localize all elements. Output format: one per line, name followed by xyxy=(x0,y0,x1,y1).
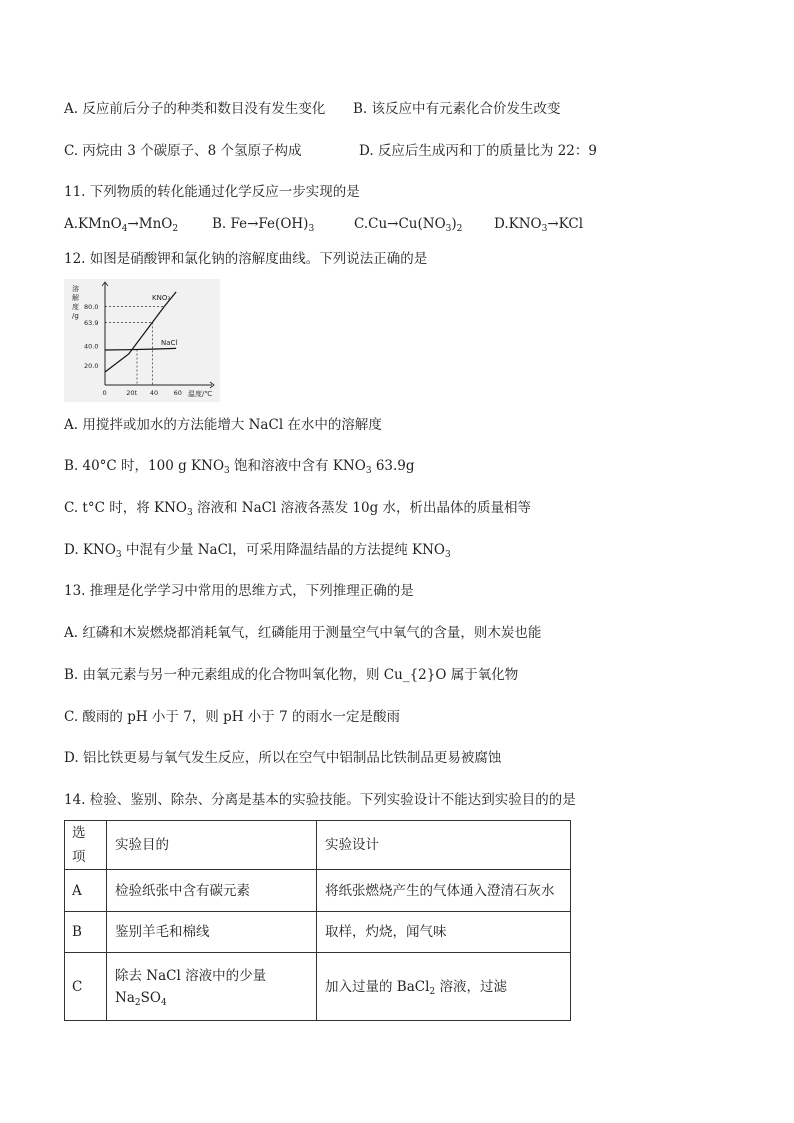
y-tick-label: 80.0 xyxy=(84,303,99,312)
table-header-goal: 实验目的 xyxy=(107,821,317,870)
q11-option-c: $C.Cu\to Cu(NO_3)_2$ xyxy=(354,216,463,234)
q11-option-a: A.KMnO$_4$→MnO$_2$ xyxy=(64,216,179,234)
table-cell-option: C xyxy=(65,953,107,1021)
q11-option-b: B. $Fe\to Fe(OH)_3$ xyxy=(212,216,315,234)
y-tick-label: 63.9 xyxy=(84,318,99,327)
table-cell-goal-line1: 除去 NaCl 溶液中的少量 xyxy=(115,967,267,984)
nacl-curve xyxy=(105,348,176,350)
q14-stem: 14. 检验、鉴别、除杂、分离是基本的实验技能。下列实验设计不能达到实验目的的是 xyxy=(64,792,576,808)
solubility-chart-svg xyxy=(64,279,220,402)
q12-option-c: C. t°C 时，将 $KNO_3$ 溶液和 NaCl 溶液各蒸发 10g 水，析出晶体的质量相等 xyxy=(64,500,532,518)
table-cell-design: 将纸张燃烧产生的气体通入澄清石灰水 xyxy=(317,870,571,912)
y-axis-label: /g xyxy=(72,312,79,320)
q13-option-c: C. 酸雨的 pH 小于 7，则 pH 小于 7 的雨水一定是酸雨 xyxy=(64,709,400,725)
x-axis-label: 温度/℃ xyxy=(188,390,213,398)
q13-stem: 13. 推理是化学学习中常用的思维方式，下列推理正确的是 xyxy=(64,583,414,599)
table-row xyxy=(65,870,571,912)
table-header-row xyxy=(65,821,571,870)
nacl-series-label: NaCl xyxy=(161,339,178,347)
q13-option-d: D. 铝比铁更易与氧气发生反应，所以在空气中铝制品比铁制品更易被腐蚀 xyxy=(64,750,502,766)
table-row xyxy=(65,912,571,953)
x-tick-label: 60 xyxy=(173,389,182,397)
q10-option-d: D. 反应后生成丙和丁的质量比为 22：9 xyxy=(359,143,597,159)
table-row xyxy=(65,953,571,1021)
q12-option-a: A. 用搅拌或加水的方法能增大 NaCl 在水中的溶解度 xyxy=(64,417,382,433)
q10-option-a: A. 反应前后分子的种类和数目没有发生变化 xyxy=(64,101,326,117)
table-cell-option: B xyxy=(65,912,107,953)
table-cell-option: A xyxy=(65,870,107,912)
q10-option-b: B. 该反应中有元素化合价发生改变 xyxy=(353,101,561,117)
q13-option-a: A. 红磷和木炭燃烧都消耗氧气，红磷能用于测量空气中氧气的含量，则木炭也能 xyxy=(64,625,542,641)
y-axis-label: 溶 xyxy=(72,285,79,293)
x-tick-label: t xyxy=(134,389,138,397)
q11-option-d: $D.KNO_3\to KCl$ xyxy=(494,216,584,234)
q10-option-c: C. 丙烷由 3 个碳原子、8 个氢原子构成 xyxy=(64,143,302,159)
solubility-chart xyxy=(64,279,220,402)
experiment-table xyxy=(64,820,571,1021)
q12-option-d: D. $KNO_3$ 中混有少量 NaCl，可采用降温结晶的方法提纯 $KNO_3$ xyxy=(64,542,451,560)
x-tick-label: 20 xyxy=(126,389,135,397)
kno3-series-label: KNO₃ xyxy=(152,294,171,302)
table-cell-goal xyxy=(107,953,317,1021)
x-tick-label: 40 xyxy=(149,389,159,397)
table-cell-goal: 检验纸张中含有碳元素 xyxy=(107,870,317,912)
table-cell-goal: 鉴别羊毛和棉线 xyxy=(107,912,317,953)
y-axis-label: 解 xyxy=(72,294,79,302)
table-cell-design: 加入过量的 BaCl$_2$ 溶液，过滤 xyxy=(317,953,571,1021)
table-cell-design: 取样，灼烧，闻气味 xyxy=(317,912,571,953)
kno3-curve xyxy=(105,292,176,372)
table-cell-goal-line2: $Na_2SO_4$ xyxy=(115,989,167,1008)
q12-stem: 12. 如图是硝酸钾和氯化钠的溶解度曲线。下列说法正确的是 xyxy=(64,251,428,267)
table-header-option: 选项 xyxy=(65,821,107,870)
q13-option-b: B. 由氧元素与另一种元素组成的化合物叫氧化物，则 Cu_{2}O 属于氧化物 xyxy=(64,667,519,683)
q11-stem: 11. 下列物质的转化能通过化学反应一步实现的是 xyxy=(64,184,360,200)
table-header-design: 实验设计 xyxy=(317,821,571,870)
x-tick-label: 0 xyxy=(102,389,107,397)
y-axis-label: 度 xyxy=(72,303,79,311)
y-tick-label: 40.0 xyxy=(84,342,99,351)
y-tick-label: 20.0 xyxy=(84,361,99,370)
q12-option-b: B. 40°C 时，100 g $KNO_3$ 饱和溶液中含有 $KNO_3$ 63.9g xyxy=(64,458,415,476)
